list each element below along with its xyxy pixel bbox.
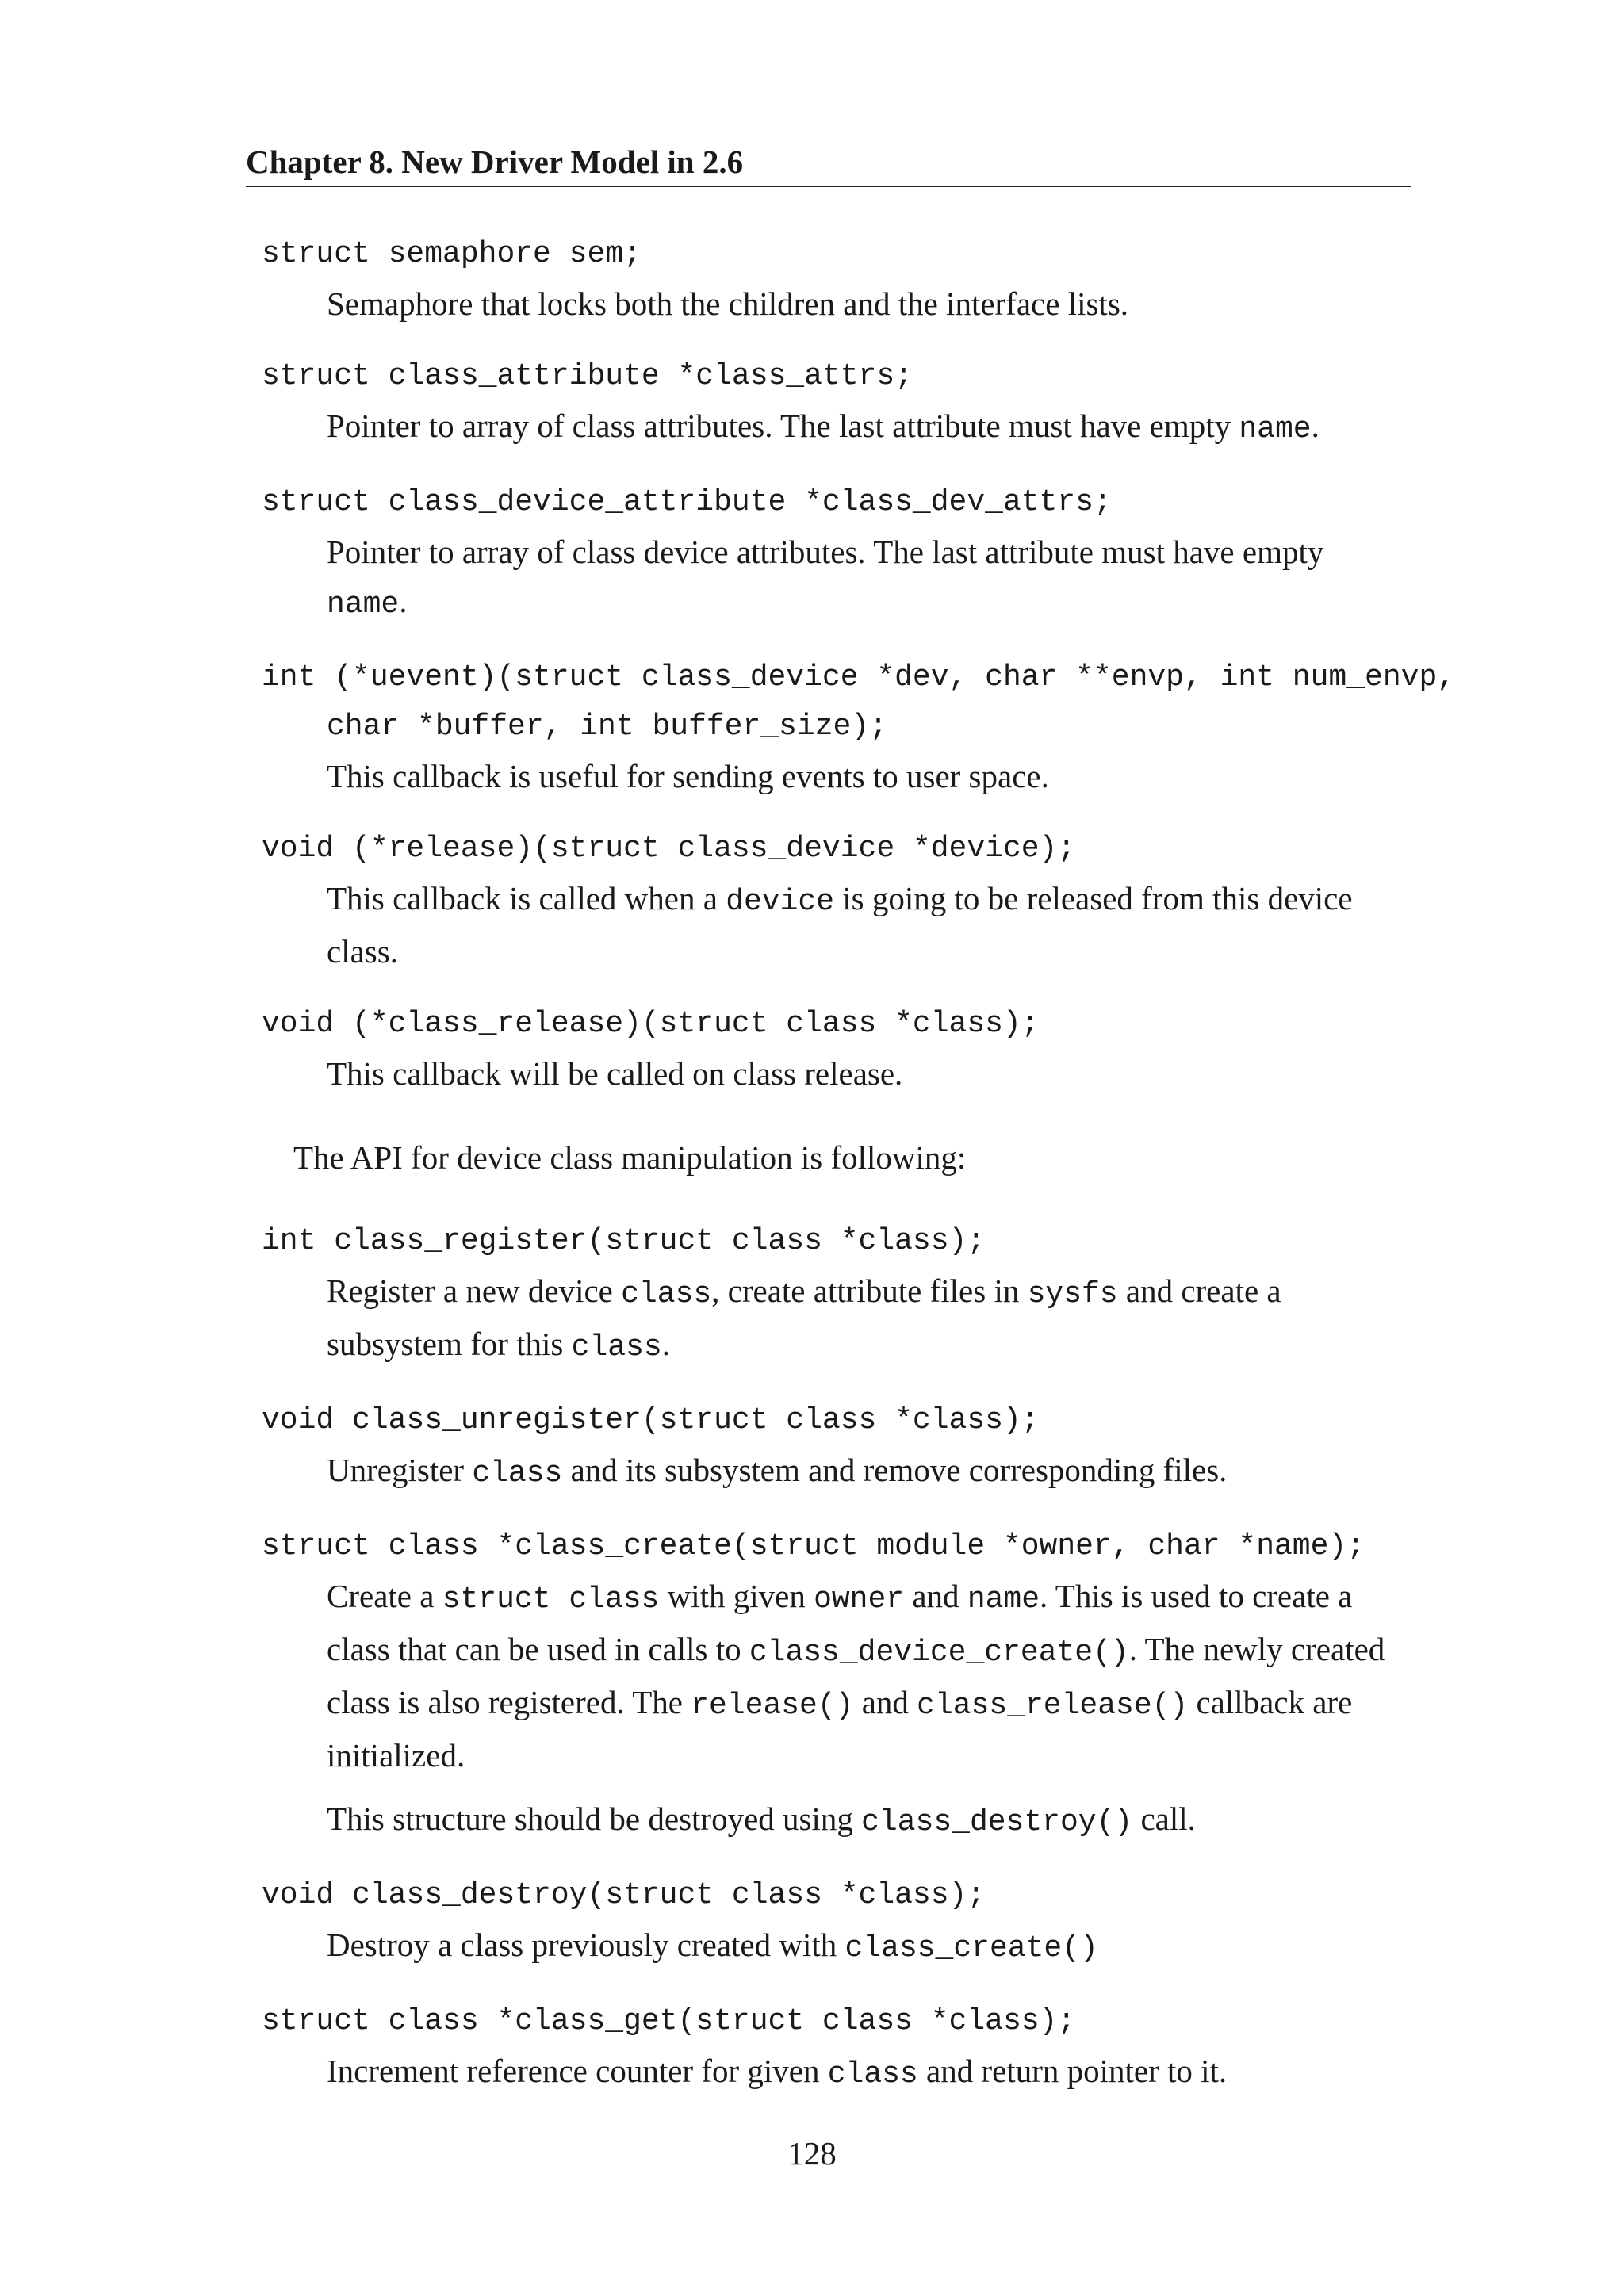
field-entry — [262, 478, 1411, 629]
code-span: release() — [691, 1689, 854, 1723]
text-span: callback are initialized. — [327, 1684, 1353, 1774]
text-span: Destroy a class previously created with — [327, 1927, 845, 1963]
code-span: class_device_create() — [749, 1636, 1129, 1670]
code-span: name — [327, 587, 400, 622]
field-description: This callback is useful for sending events to user space. — [327, 758, 1049, 794]
api-entry — [262, 1997, 1411, 2099]
text-span: and return pointer to it. — [917, 2053, 1228, 2089]
code-span: class — [621, 1277, 712, 1311]
field-signature: struct class_device_attribute *class_dev_attrs; — [262, 485, 1112, 519]
function-signature: struct class *class_create(struct module *owner, char *name); — [262, 1529, 1365, 1563]
api-entry — [262, 1217, 1411, 1372]
text-span: . — [399, 583, 408, 619]
api-entry — [262, 1396, 1411, 1498]
text-span: is going to be released from this device class. — [327, 880, 1353, 970]
function-signature: void class_destroy(struct class *class); — [262, 1878, 986, 1912]
field-entry — [262, 825, 1411, 976]
field-entry — [262, 1000, 1411, 1098]
code-span: class — [472, 1456, 563, 1490]
field-description: Semaphore that locks both the children and the interface lists. — [327, 285, 1129, 322]
function-description — [262, 1920, 1411, 1973]
text-span: and create a subsystem for this — [327, 1272, 1281, 1362]
text-span: and — [853, 1684, 917, 1720]
text-span: Register a new device — [327, 1272, 622, 1309]
api-entry — [262, 1871, 1411, 1973]
field-signature: void (*class_release)(struct class *class); — [262, 1007, 1040, 1041]
text-span: Unregister — [327, 1452, 473, 1488]
api-intro: The API for device class manipulation is following: — [293, 1139, 967, 1176]
field-description — [262, 874, 1411, 976]
text-span: Pointer to array of class device attributes. The last attribute must have empty — [327, 534, 1324, 570]
field-entry — [262, 352, 1411, 454]
text-span: and — [904, 1578, 967, 1614]
field-entry — [262, 230, 1411, 328]
chapter-header: Chapter 8. New Driver Model in 2.6 — [246, 144, 744, 180]
page-number: 128 — [787, 2135, 837, 2172]
code-span: name — [1239, 412, 1312, 446]
field-description: This callback will be called on class release. — [327, 1055, 903, 1092]
text-span: , create attribute files in — [711, 1272, 1028, 1309]
function-description — [262, 1571, 1411, 1780]
code-span: class — [827, 2057, 918, 2091]
function-description — [262, 1445, 1411, 1498]
code-span: struct class — [442, 1582, 660, 1617]
function-description — [262, 2046, 1411, 2099]
text-span: Create a — [327, 1578, 442, 1614]
code-span: owner — [814, 1582, 905, 1617]
code-span: sysfs — [1027, 1277, 1118, 1311]
page-content — [262, 230, 1456, 2123]
text-span: with given — [659, 1578, 814, 1614]
field-signature: void (*release)(struct class_device *device); — [262, 832, 1076, 866]
code-span: device — [726, 885, 835, 919]
text-span: Increment reference counter for given — [327, 2053, 828, 2089]
function-signature: int class_register(struct class *class); — [262, 1224, 986, 1258]
function-description — [262, 1266, 1411, 1372]
text-span: . This is used to create a class that can be used in calls to — [327, 1578, 1353, 1667]
text-span: and its subsystem and remove corresponding files. — [562, 1452, 1228, 1488]
code-span: class_create() — [845, 1931, 1098, 1965]
text-span: This callback is called when a — [327, 880, 726, 916]
api-entry — [262, 1522, 1411, 1847]
text-span: Pointer to array of class attributes. The last attribute must have empty — [327, 408, 1239, 444]
text-span: . — [1311, 408, 1320, 444]
code-span: class — [571, 1330, 662, 1364]
function-note — [262, 1794, 1411, 1847]
text-span: This structure should be destroyed using — [327, 1800, 862, 1837]
code-span: name — [967, 1582, 1040, 1617]
field-entry — [262, 653, 1456, 801]
field-signature: struct class_attribute *class_attrs; — [262, 359, 913, 393]
field-signature-continuation: char *buffer, int buffer_size); — [327, 710, 887, 744]
code-span: class_destroy() — [861, 1805, 1133, 1839]
text-span: . — [661, 1326, 670, 1362]
text-span: call. — [1132, 1800, 1196, 1837]
field-description — [262, 527, 1411, 629]
function-signature: void class_unregister(struct class *class); — [262, 1403, 1040, 1437]
field-signature: struct semaphore sem; — [262, 237, 642, 271]
text-span: . The newly created class is also registered. The — [327, 1631, 1385, 1720]
field-signature: int (*uevent)(struct class_device *dev, char **envp, int num_envp, — [262, 660, 1456, 695]
field-description — [262, 401, 1411, 454]
function-signature: struct class *class_get(struct class *class); — [262, 2004, 1076, 2038]
header-rule — [246, 186, 1411, 187]
code-span: class_release() — [917, 1689, 1189, 1723]
